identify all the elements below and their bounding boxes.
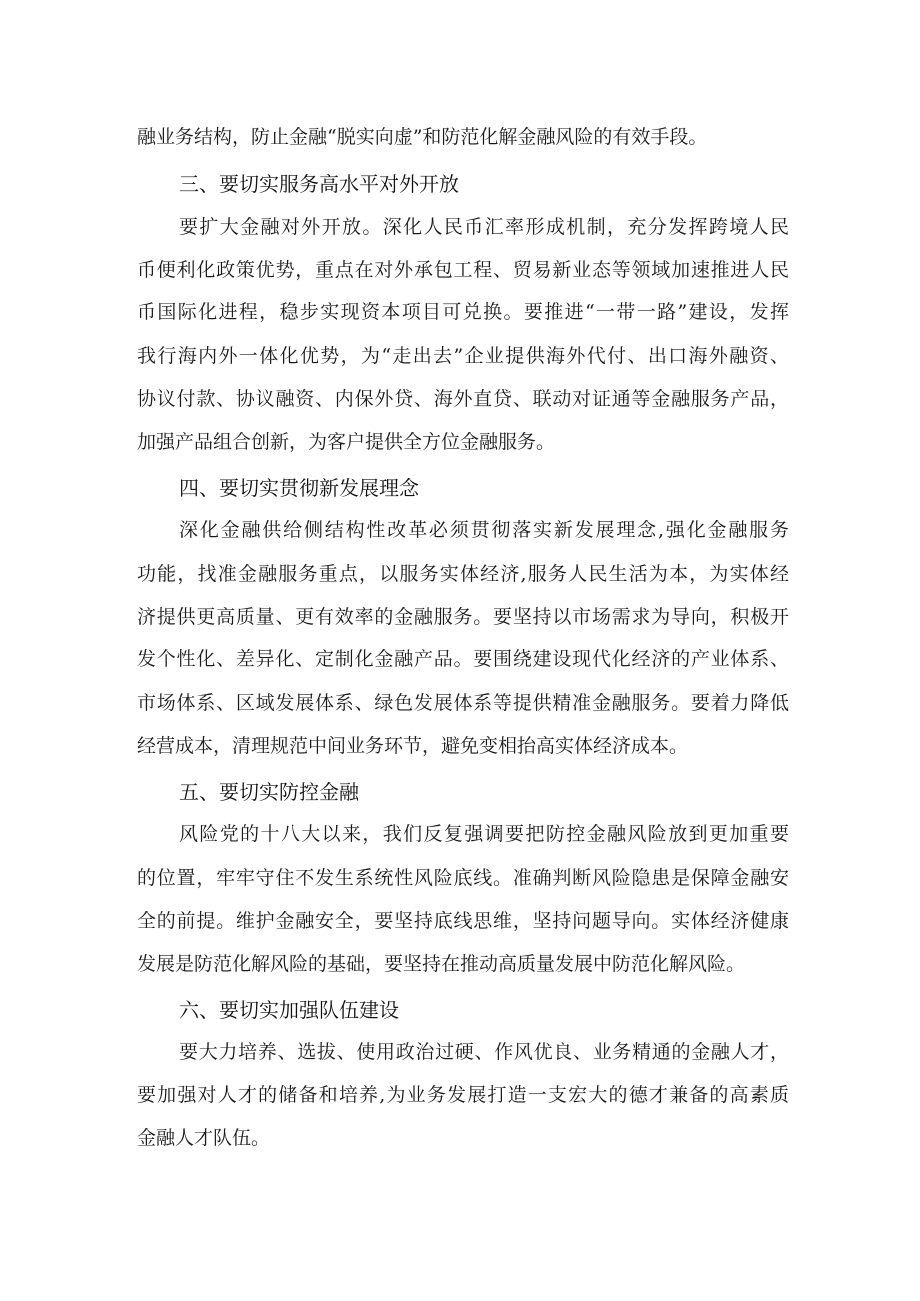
- body-line: 协议付款、协议融资、内保外贷、海外直贷、联动对证通等金融服务产品，: [137, 388, 789, 410]
- body-line: 我行海内外一体化优势，为“走出去”企业提供海外代付、出口海外融资、: [137, 345, 789, 367]
- body-line: 发展是防范化解风险的基础，要坚持在推动高质量发展中防范化解风险。: [137, 953, 746, 975]
- section-heading-4: 四、要切实贯彻新发展理念: [179, 476, 419, 500]
- body-line: 币国际化进程，稳步实现资本项目可兑换。要推进“一带一路”建设，发挥: [137, 301, 789, 323]
- body-line: 风险党的十八大以来，我们反复强调要把防控金融风险放到更加重要: [179, 823, 789, 845]
- body-line: 要大力培养、选拔、使用政治过硬、作风优良、业务精通的金融人才，: [179, 1041, 789, 1063]
- body-line: 要扩大金融对外开放。深化人民币汇率形成机制，充分发挥跨境人民: [179, 216, 789, 238]
- section-heading-6: 六、要切实加强队伍建设: [179, 998, 399, 1022]
- body-line: 全的前提。维护金融安全，要坚持底线思维，坚持问题导向。实体经济健康: [137, 910, 789, 932]
- body-line: 经营成本，清理规范中间业务环节，避免变相抬高实体经济成本。: [137, 735, 689, 757]
- body-line: 要加强对人才的储备和培养,为业务发展打造一支宏大的德才兼备的高素质: [137, 1084, 789, 1106]
- body-line: 金融人才队伍。: [137, 1127, 271, 1149]
- body-line: 发个性化、差异化、定制化金融产品。要围绕建设现代化经济的产业体系、: [137, 648, 789, 670]
- body-line: 功能，找准金融服务重点，以服务实体经济,服务人民生活为本，为实体经: [137, 563, 789, 585]
- body-line: 市场体系、区域发展体系、绿色发展体系等提供精准金融服务。要着力降低: [137, 692, 789, 714]
- body-line: 的位置，牢牢守住不发生系统性风险底线。准确判断风险隐患是保障金融安: [137, 867, 789, 889]
- body-line: 融业务结构，防止金融“脱实向虚”和防范化解金融风险的有效手段。: [137, 126, 708, 148]
- body-line: 加强产品组合创新，为客户提供全方位金融服务。: [137, 431, 556, 453]
- body-line: 币便利化政策优势，重点在对外承包工程、贸易新业态等领域加速推进人民: [137, 259, 789, 281]
- section-heading-5: 五、要切实防控金融: [179, 780, 359, 804]
- body-line: 济提供更高质量、更有效率的金融服务。要坚持以市场需求为导向，积极开: [137, 606, 789, 628]
- body-line: 深化金融供给侧结构性改革必须贯彻落实新发展理念,强化金融服务: [179, 519, 789, 541]
- section-heading-3: 三、要切实服务高水平对外开放: [179, 172, 459, 196]
